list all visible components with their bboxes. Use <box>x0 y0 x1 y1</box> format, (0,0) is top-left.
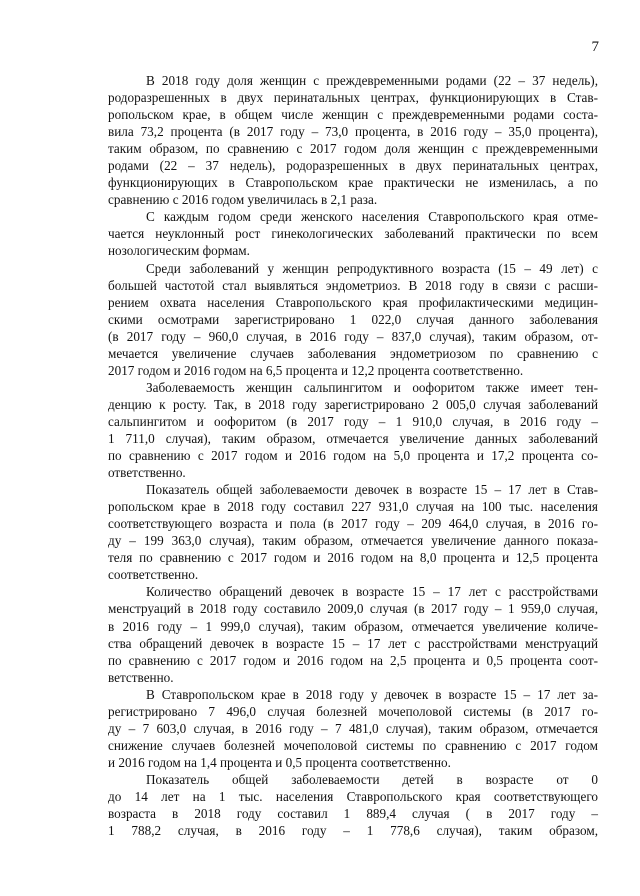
text-line: денцию к росту. Так, в 2018 году зарегистрировано 2 005,0 случая заболеваний <box>108 396 598 412</box>
paragraph <box>108 208 598 259</box>
text-line: сальпингитом и оофоритом (в 2017 году – 1 910,0 случая, в 2016 году – <box>108 413 598 429</box>
text-line: соответствующего возраста и пола (в 2017 году – 209 464,0 случая, в 2016 го- <box>108 516 598 532</box>
text-line: родоразрешенных в двух перинатальных центрах, функционирующих в Став- <box>108 90 598 106</box>
text-line: вила 73,2 процента (в 2017 году – 73,0 процента, в 2016 году – 35,0 процента), <box>108 124 598 140</box>
text-line: Показатель общей заболеваемости девочек в возрасте 15 – 17 лет в Став- <box>146 482 598 498</box>
text-line: по сравнению с 2017 годом и 2016 годом на 5,0 процента и 17,2 процента со- <box>108 448 598 464</box>
text-line: теля по сравнению с 2017 годом и 2016 годом на 8,0 процента и 12,5 процента <box>108 550 598 566</box>
text-line: менструаций в 2018 году составило 2009,0 случая (в 2017 году – 1 959,0 случая, <box>108 601 598 617</box>
text-line: родами (22 – 37 недель), родоразрешенных в двух перинатальных центрах, <box>108 158 598 174</box>
text-line: (в 2017 году – 960,0 случая, в 2016 году – 837,0 случая), таким образом, от- <box>108 328 598 344</box>
page-number: 7 <box>591 39 599 55</box>
text-line: рением охвата населения Ставропольского края профилактическими медицин- <box>108 294 598 310</box>
text-line: Количество обращений девочек в возрасте 15 – 17 лет с расстройствами <box>146 584 598 600</box>
text-line: чается неуклонный рост гинекологических заболеваний практически по всем <box>108 226 598 242</box>
text-line: ропольском крае, в общем числе женщин с преждевременными родами соста- <box>108 107 598 123</box>
text-line: и 2016 годом на 1,4 процента и 0,5 процента соответственно. <box>108 754 451 770</box>
text-line: С каждым годом среди женского населения Ставропольского края отме- <box>146 209 598 225</box>
text-line: в 2016 году – 1 999,0 случая), таким образом, отмечается увеличение количе- <box>108 618 598 634</box>
text-line: нозологическим формам. <box>108 243 250 259</box>
text-line: регистрировано 7 496,0 случая болезней мочеполовой системы (в 2017 го- <box>108 703 598 719</box>
text-line: ства обращений девочек в возрасте 15 – 17 лет с расстройствами менструаций <box>108 635 598 651</box>
text-line: большей частотой стал выявляться эндометриоз. В 2018 году в связи с расши- <box>108 277 598 293</box>
paragraph <box>108 686 598 771</box>
text-line: ответственно. <box>108 465 186 481</box>
text-line: ветственно. <box>108 669 174 685</box>
text-line: ропольском крае в 2018 году составил 227 931,0 случая на 100 тыс. населения <box>108 499 598 515</box>
text-line: В 2018 году доля женщин с преждевременными родами (22 – 37 недель), <box>146 73 598 88</box>
paragraph <box>108 379 598 481</box>
document-body <box>108 72 598 839</box>
text-line: Показатель общей заболеваемости детей в возрасте от 0 <box>146 771 598 787</box>
paragraph <box>108 260 598 379</box>
text-line: 2017 годом и 2016 годом на 6,5 процента и 12,2 процента соответственно. <box>108 362 524 378</box>
text-line: снижение случаев болезней мочеполовой системы по сравнению с 2017 годом <box>108 737 598 753</box>
text-line: Заболеваемость женщин сальпингитом и оофоритом также имеет тен- <box>146 379 598 395</box>
text-line: ду – 199 363,0 случая), таким образом, отмечается увеличение данного показа- <box>108 533 598 549</box>
text-line: 1 711,0 случая), таким образом, отмечается увеличение данных заболеваний <box>108 430 598 446</box>
text-line: функционирующих в Ставропольском крае практически не изменилась, а по <box>108 175 598 191</box>
text-line: таким образом, по сравнению с 2017 годом доля женщин с преждевременными <box>108 141 598 157</box>
text-line: ду – 7 603,0 случая, в 2016 году – 7 481,0 случая), таким образом, отмечается <box>108 720 598 736</box>
text-line: по сравнению с 2017 годом и 2016 годом на 2,5 процента и 0,5 процента соот- <box>108 652 598 668</box>
text-line: соответственно. <box>108 567 199 583</box>
paragraph <box>108 481 598 583</box>
text-line: скими осмотрами зарегистрировано 1 022,0 случая данного заболевания <box>108 311 598 327</box>
paragraph <box>108 72 598 208</box>
text-line: возраста в 2018 году составил 1 889,4 случая ( в 2017 году – <box>108 806 598 822</box>
text-line: В Ставропольском крае в 2018 году у девочек в возрасте 15 – 17 лет за- <box>146 686 598 702</box>
paragraph <box>108 583 598 685</box>
text-line: 1 788,2 случая, в 2016 году – 1 778,6 случая), таким образом, <box>108 823 598 839</box>
text-line: мечается увеличение случаев заболевания эндометриозом по сравнению с <box>108 345 598 361</box>
text-line: до 14 лет на 1 тыс. населения Ставропольского края соответствующего <box>108 788 598 804</box>
text-line: сравнению с 2016 годом увеличилась в 2,1 раза. <box>108 192 378 208</box>
text-line: Среди заболеваний у женщин репродуктивного возраста (15 – 49 лет) с <box>146 260 598 276</box>
paragraph <box>108 771 598 839</box>
